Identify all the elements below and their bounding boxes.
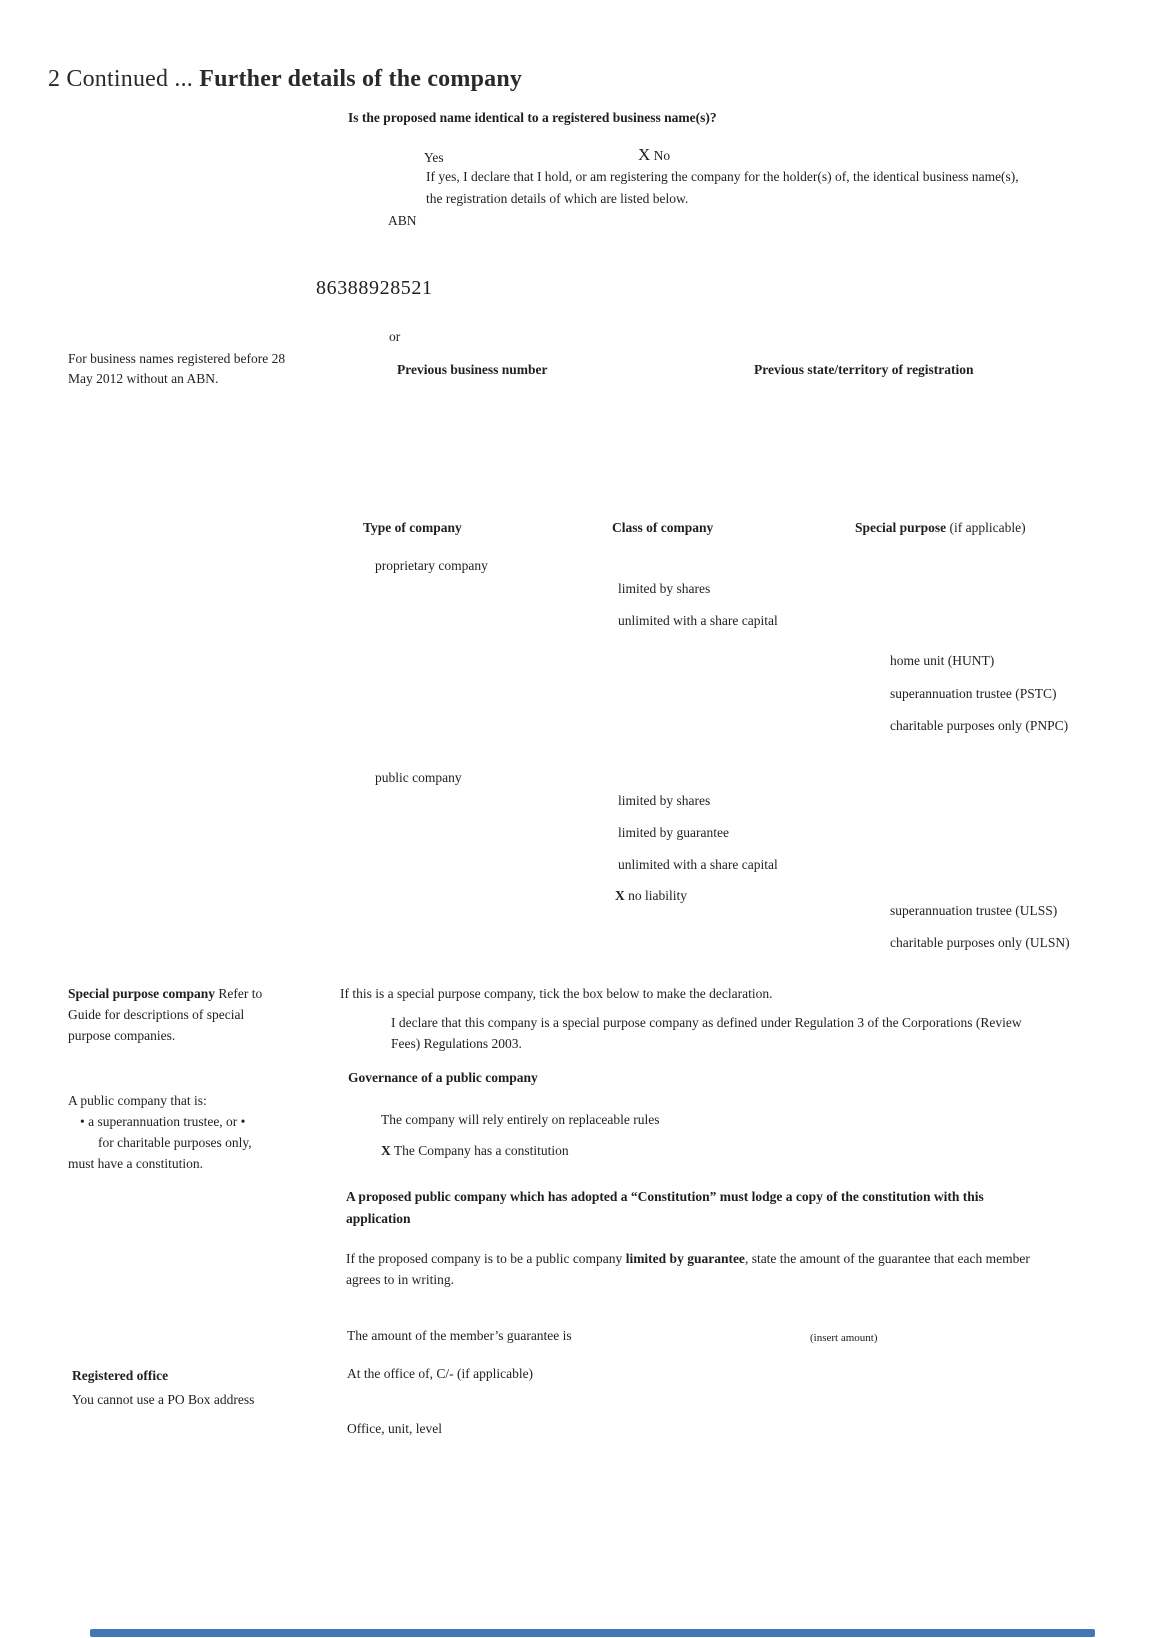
constitution-label: The Company has a constitution (393, 1143, 569, 1158)
governance-side-note: A public company that is: • a superannuation trustee, or • for charitable purposes only, must have a constitution. (68, 1093, 252, 1171)
bottom-bar (90, 1629, 1095, 1637)
guarantee-note: If the proposed company is to be a public company limited by guarantee, state the amount of the guarantee that each member agrees to in writing. (346, 1251, 1030, 1287)
no-liability-x-mark: X (615, 888, 625, 903)
special-charitable-ulsn-option[interactable]: charitable purposes only (ULSN) (890, 935, 1070, 950)
constitution-bold-note: A proposed public company which has adopted a “Constitution” must lodge a copy of the constitution with this application (346, 1189, 984, 1226)
abn-value-field[interactable]: 86388928521 (316, 277, 433, 299)
previous-business-number-label: Previous business number (397, 362, 548, 377)
if-yes-declaration: If yes, I declare that I hold, or am registering the company for the holder(s) of, the identical business name(s), the registration details of which are listed below. (426, 169, 1019, 206)
page-title-main: Further details of the company (199, 66, 523, 92)
special-purpose-header: Special purpose (if applicable) (855, 520, 1026, 535)
abn-label: ABN (388, 213, 417, 228)
business-name-side-note: For business names registered before 28 May 2012 without an ABN. (68, 351, 286, 386)
or-label: or (389, 329, 401, 344)
identical-name-question: Is the proposed name identical to a registered business name(s)? (348, 110, 717, 125)
special-super-trustee-ulss-option[interactable]: superannuation trustee (ULSS) (890, 903, 1058, 918)
prop-unlimited-share-capital-option[interactable]: unlimited with a share capital (618, 613, 778, 628)
special-purpose-declaration-option[interactable]: I declare that this company is a special purpose company as defined under Regulation 3 of the Corporations (Review Fees) Regulations 2003. (391, 1015, 1022, 1051)
office-unit-level-label: Office, unit, level (347, 1421, 442, 1436)
insert-amount-hint: (insert amount) (810, 1332, 878, 1344)
no-liability-label: no liability (628, 888, 687, 903)
type-of-company-header: Type of company (363, 520, 462, 535)
special-home-unit-option[interactable]: home unit (HUNT) (890, 653, 995, 668)
special-charitable-pnpc-option[interactable]: charitable purposes only (PNPC) (890, 718, 1069, 733)
special-super-trustee-pstc-option[interactable]: superannuation trustee (PSTC) (890, 686, 1057, 701)
yes-label: Yes (424, 150, 444, 165)
previous-state-label: Previous state/territory of registration (754, 362, 974, 377)
constitution-option[interactable] (381, 1141, 569, 1161)
proprietary-company-option[interactable]: proprietary company (375, 558, 488, 573)
constitution-x-mark: X (381, 1143, 391, 1158)
no-label: No (653, 148, 671, 163)
page-title-prefix: 2 Continued ... (48, 66, 200, 92)
special-purpose-side-note: Special purpose company Refer to Guide for descriptions of special purpose companies. (68, 986, 263, 1043)
registered-office-heading: Registered office (72, 1368, 169, 1383)
replaceable-rules-option[interactable]: The company will rely entirely on replaceable rules (381, 1112, 660, 1127)
no-option[interactable] (638, 143, 670, 168)
pub-limited-by-shares-option[interactable]: limited by shares (618, 793, 711, 808)
special-purpose-instruction: If this is a special purpose company, tick the box below to make the declaration. (340, 986, 773, 1001)
yes-option[interactable] (424, 148, 444, 168)
governance-heading: Governance of a public company (348, 1070, 538, 1085)
prop-limited-by-shares-option[interactable]: limited by shares (618, 581, 711, 596)
public-company-option[interactable]: public company (375, 770, 462, 785)
guarantee-amount-label: The amount of the member’s guarantee is (347, 1328, 572, 1343)
no-x-mark: X (638, 145, 651, 164)
office-of-label: At the office of, C/- (if applicable) (347, 1366, 534, 1381)
page-title (48, 62, 522, 97)
po-box-note: You cannot use a PO Box address (72, 1392, 255, 1407)
pub-no-liability-option[interactable] (615, 886, 687, 906)
pub-limited-by-guarantee-option[interactable]: limited by guarantee (618, 825, 729, 840)
pub-unlimited-share-capital-option[interactable]: unlimited with a share capital (618, 857, 778, 872)
class-of-company-header: Class of company (612, 520, 714, 535)
